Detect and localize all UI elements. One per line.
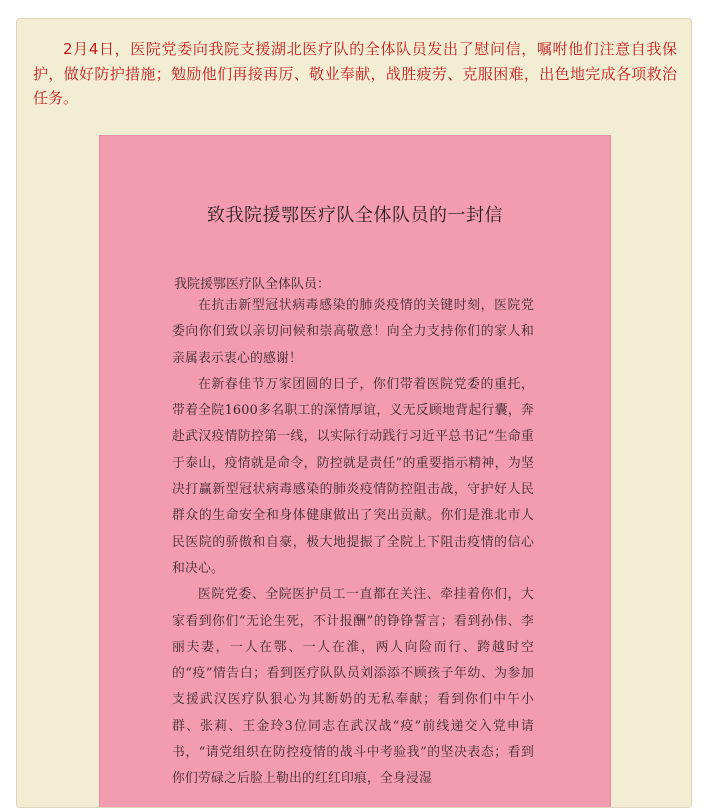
article-card bbox=[16, 18, 692, 808]
intro-text: 2月4日，医院党委向我院支援湖北医疗队的全体队员发出了慰问信，嘱咐他们注意自我保护，做好防护措施；勉励他们再接再厉、敬业奉献，战胜疲劳、克服困难，出色地完成各项救治任务。 bbox=[33, 40, 677, 107]
letter-body bbox=[172, 293, 534, 793]
letter-image bbox=[99, 135, 611, 808]
letter-paragraph: 在新春佳节万家团圆的日子，你们带着医院党委的重托，带着全院1600多名职工的深情厚谊，义无反顾地背起行囊，奔赴武汉疫情防控第一线，以实际行动践行习近平总书记“生命重于泰山，疫情就是命令，防控就是责任”的重要指示精神，为坚决打赢新型冠状病毒感染的肺炎疫情防控阻击战，守护好人民群众的生命安全和身体健康做出了突出贡献。你们是淮北市人民医院的骄傲和自豪，极大地提振了全院上下阻击疫情的信心和决心。 bbox=[172, 376, 534, 576]
letter-title: 致我院援鄂医疗队全体队员的一封信 bbox=[207, 205, 503, 226]
letter-paragraph: 在抗击新型冠状病毒感染的肺炎疫情的关键时刻，医院党委向你们致以亲切问候和崇高敬意！向全力支持你们的家人和亲属表示衷心的感谢！ bbox=[172, 298, 534, 366]
letter-salutation: 我院援鄂医疗队全体队员： bbox=[174, 277, 331, 292]
letter-paragraph: 医院党委、全院医护员工一直都在关注、牵挂着你们，大家看到你们“无论生死，不计报酬”的铮铮誓言；看到孙伟、李丽夫妻，一人在鄂、一人在淮，两人向险而行、跨越时空的“疫”情告白；看到医疗队队员刘添添不顾孩子年幼、为参加支援武汉医疗队狠心为其断奶的无私奉献；看到你们中午小群、张莉、王金玲3位同志在武汉战“疫”前线递交入党申请书，“请党组织在防控疫情的战斗中考验我”的坚决表态；看到你们劳碌之后脸上勒出的红红印痕，全身浸湿 bbox=[172, 587, 534, 787]
